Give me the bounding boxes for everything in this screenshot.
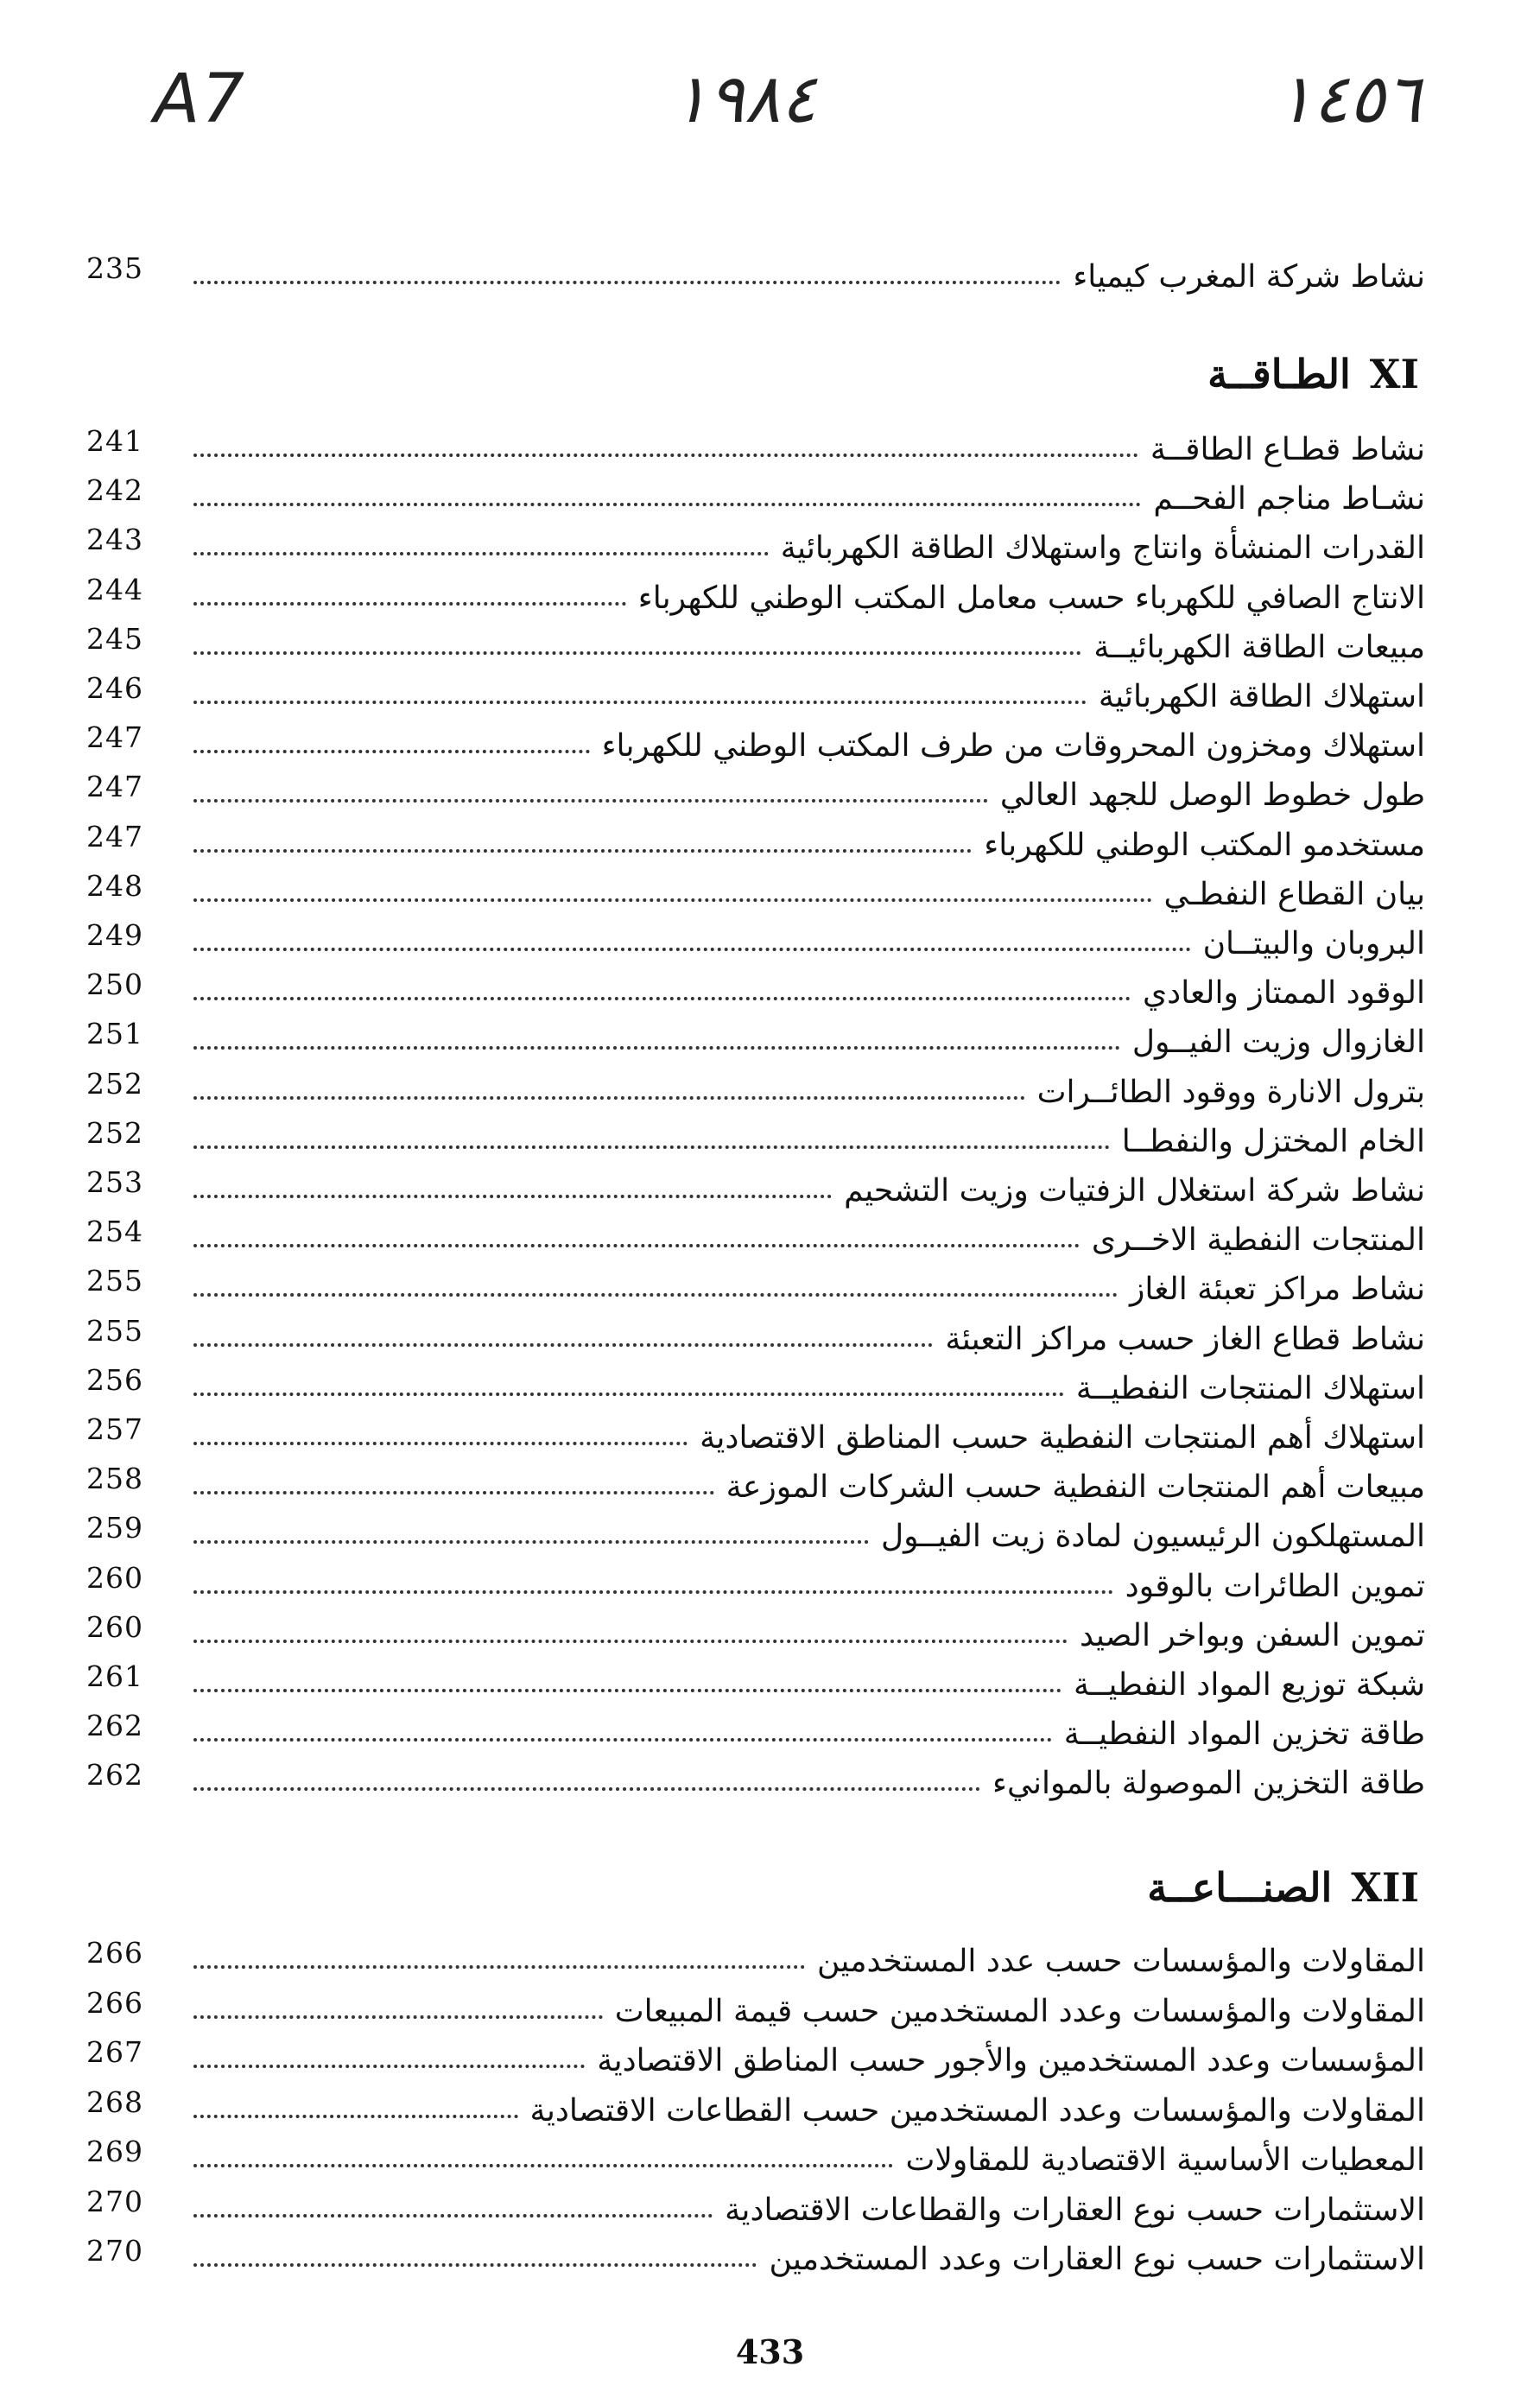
section-title: الطـاقــة: [1207, 351, 1351, 397]
dot-leader: [193, 948, 1191, 951]
section-heading-xi: [1207, 344, 1419, 404]
toc-entry-title: المستهلكون الرئيسيون لمادة زيت الفيــول: [881, 1519, 1425, 1555]
toc-page-number: 247: [86, 720, 143, 755]
section-heading-xii: [1147, 1857, 1419, 1918]
toc-entry-title: استهلاك الطاقة الكهربائية: [1098, 679, 1425, 714]
toc-row: [86, 1931, 1425, 1981]
toc-row: [86, 1556, 1425, 1606]
toc-row: [86, 419, 1425, 469]
toc-row: [86, 2030, 1425, 2080]
toc-entry-title: الغازوال وزيت الفيــول: [1131, 1025, 1425, 1061]
toc-entry-title: بيان القطاع النفطـي: [1163, 876, 1425, 912]
page-number: 433: [735, 2332, 805, 2371]
toc-page-number: 252: [86, 1066, 143, 1101]
toc-entry-title: المعطيات الأساسية الاقتصادية للمقاولات: [905, 2142, 1425, 2178]
toc-row: [86, 568, 1425, 618]
toc-entry-title: مستخدمو المكتب الوطني للكهرباء: [984, 827, 1425, 863]
toc-entry-title: الاستثمارات حسب نوع العقارات والقطاعات الاقتصادية: [725, 2192, 1425, 2228]
toc-page-number: 248: [86, 868, 143, 903]
toc-page-number: 252: [86, 1115, 143, 1150]
toc-row: [86, 2229, 1425, 2279]
toc-entry-title: مبيعات أهم المنتجات النفطية حسب الشركات الموزعة: [726, 1469, 1425, 1506]
toc-entry-title: المقاولات والمؤسسات وعدد المستخدمين حسب قيمة المبيعات: [614, 1993, 1425, 2029]
toc-page-number: 267: [86, 2035, 143, 2069]
toc-page-number: 266: [86, 1936, 143, 1970]
dot-leader: [193, 1590, 1113, 1594]
toc-page-number: 269: [86, 2135, 143, 2168]
dot-leader: [193, 2115, 518, 2118]
dot-leader: [193, 1293, 1118, 1297]
dot-leader: [193, 898, 1152, 902]
toc-page-number: 255: [86, 1313, 143, 1348]
toc-entry-title: نشاط قطاع الغاز حسب مراكز التعبئة: [945, 1321, 1425, 1357]
dot-leader: [193, 2065, 585, 2068]
toc-row: [86, 1981, 1425, 2031]
toc-row: [86, 517, 1425, 568]
toc-entry-title: استهلاك ومخزون المحروقات من طرف المكتب الوطني للكهرباء: [601, 728, 1425, 765]
toc-row: [86, 617, 1425, 667]
dot-leader: [193, 750, 590, 753]
handwritten-code-right: ١٤٥٦: [1277, 60, 1422, 138]
handwritten-code-left: A7: [154, 60, 246, 138]
toc-page-number: 243: [86, 523, 143, 557]
toc-page-number: 244: [86, 572, 143, 606]
toc-page-number: 241: [86, 424, 143, 458]
toc-row: [86, 962, 1425, 1012]
toc-entry-title: طول خطوط الوصل للجهد العالي: [999, 777, 1425, 814]
toc-entry-title: نشاط شركة المغرب كيمياء: [1073, 259, 1425, 295]
dot-leader: [193, 701, 1087, 704]
toc-row-intro: [86, 246, 1425, 296]
toc-page-number: 262: [86, 1758, 143, 1792]
toc-row: [86, 913, 1425, 963]
toc-page-number: 260: [86, 1560, 143, 1595]
dot-leader: [193, 1689, 1062, 1692]
section-title: الصنـــاعــة: [1147, 1864, 1333, 1911]
toc-entry-title: الوقود الممتاز والعادي: [1142, 975, 1425, 1012]
toc-row: [86, 864, 1425, 914]
toc-row: [86, 1259, 1425, 1309]
toc-entry-title: تموين السفن وبواخر الصيد: [1080, 1617, 1425, 1653]
dot-leader: [193, 849, 972, 853]
dot-leader: [193, 1640, 1068, 1643]
toc-entry-title: نشاط قطـاع الطاقــة: [1150, 432, 1425, 467]
handwritten-year: ١٩٨٤: [672, 60, 817, 138]
dot-leader: [193, 799, 988, 803]
dot-leader: [193, 552, 769, 555]
dot-leader: [193, 1343, 933, 1347]
dot-leader: [193, 1145, 1110, 1149]
toc-page-number: 270: [86, 2234, 143, 2268]
toc-row: [86, 715, 1425, 765]
toc-page-number: 262: [86, 1709, 143, 1743]
toc-entry-title: طاقة التخزين الموصولة بالموانيء: [992, 1766, 1425, 1802]
toc-entry-title: الاستثمارات حسب نوع العقارات وعدد المستخدمين: [769, 2242, 1425, 2277]
toc-entry-title: نشاط مراكز تعبئة الغاز: [1130, 1272, 1425, 1308]
toc-row: [86, 1753, 1425, 1803]
toc-row: [86, 1456, 1425, 1507]
dot-leader: [193, 1491, 714, 1494]
toc-entry-title: نشاط شركة استغلال الزفتيات وزيت التشحيم: [844, 1173, 1425, 1209]
dot-leader: [193, 454, 1138, 457]
toc-page-number: 259: [86, 1511, 143, 1545]
toc-entry-title: القدرات المنشأة وانتاج واستهلاك الطاقة الكهربائية: [780, 530, 1425, 567]
toc-row: [86, 2129, 1425, 2179]
dot-leader: [193, 1540, 869, 1544]
dot-leader: [193, 503, 1141, 506]
dot-leader: [193, 2214, 713, 2218]
toc-entry-title: الانتاج الصافي للكهرباء حسب معامل المكتب الوطني للكهرباء: [637, 580, 1425, 616]
toc-page-number: 260: [86, 1609, 143, 1644]
toc-row: [86, 1111, 1425, 1161]
toc-page-number: 251: [86, 1017, 143, 1051]
toc-page-number: 249: [86, 918, 143, 952]
toc-page-number: 253: [86, 1165, 143, 1199]
toc-entry-title: المؤسسات وعدد المستخدمين والأجور حسب المناطق الاقتصادية: [597, 2043, 1425, 2078]
dot-leader: [193, 1393, 1064, 1396]
dot-leader: [193, 2164, 893, 2167]
dot-leader: [193, 997, 1131, 1000]
toc-page-number: 247: [86, 819, 143, 853]
dot-leader: [193, 1442, 688, 1445]
toc-row: [86, 1309, 1425, 1359]
toc-row: [86, 1358, 1425, 1408]
dot-leader: [193, 281, 1061, 284]
toc-entry-title: المقاولات والمؤسسات حسب عدد المستخدمين: [816, 1944, 1425, 1979]
dot-leader: [193, 1244, 1080, 1247]
toc-page-number: 254: [86, 1215, 143, 1249]
toc-page-number: 257: [86, 1412, 143, 1446]
toc-row: [86, 815, 1425, 865]
dot-leader: [193, 2263, 757, 2267]
toc-entry-title: طاقة تخزين المواد النفطيــة: [1063, 1716, 1425, 1753]
toc-page-number: 246: [86, 671, 143, 705]
toc-entry-title: تموين الطائرات بالوقود: [1125, 1568, 1425, 1604]
dot-leader: [193, 1965, 805, 1969]
toc-page-number: 268: [86, 2084, 143, 2119]
toc-entry-title: الخام المختزل والنفطــا: [1121, 1123, 1425, 1159]
dot-leader: [193, 1046, 1120, 1050]
toc-page-number: 250: [86, 968, 143, 1002]
section-numeral: XII: [1351, 1864, 1419, 1911]
toc-row: [86, 1605, 1425, 1655]
toc-row: [86, 2179, 1425, 2230]
toc-entry-title: نشـاط مناجم الفحــم: [1153, 481, 1425, 517]
toc-entry-title: استهلاك أهم المنتجات النفطية حسب المناطق الاقتصادية: [700, 1420, 1425, 1456]
toc-row: [86, 765, 1425, 815]
dot-leader: [193, 2015, 603, 2019]
toc-row: [86, 1062, 1425, 1112]
toc-entry-title: مبيعات الطاقة الكهربائيــة: [1093, 629, 1425, 665]
dot-leader: [193, 651, 1081, 655]
toc-row: [86, 1160, 1425, 1210]
dot-leader: [193, 1738, 1052, 1742]
toc-row: [86, 2080, 1425, 2130]
toc-entry-title: بترول الانارة ووقود الطائــرات: [1036, 1074, 1425, 1110]
toc-row: [86, 666, 1425, 716]
toc-page-number: 256: [86, 1362, 143, 1397]
toc-row: [86, 1704, 1425, 1754]
toc-row: [86, 1209, 1425, 1259]
dot-leader: [193, 1096, 1025, 1100]
toc-page-number: 242: [86, 473, 143, 508]
dot-leader: [193, 602, 626, 606]
toc-row: [86, 1407, 1425, 1457]
toc-entry-title: المقاولات والمؤسسات وعدد المستخدمين حسب القطاعات الاقتصادية: [529, 2092, 1425, 2129]
dot-leader: [193, 1787, 980, 1791]
toc-page-number: 235: [86, 251, 143, 285]
toc-page-number: 245: [86, 621, 143, 656]
section-numeral: XI: [1369, 351, 1419, 397]
toc-row: [86, 1654, 1425, 1704]
toc-page-number: 258: [86, 1462, 143, 1496]
toc-entry-title: شبكة توزيع المواد النفطيــة: [1074, 1667, 1425, 1703]
toc-entry-title: المنتجات النفطية الاخــرى: [1091, 1222, 1425, 1259]
toc-entry-title: استهلاك المنتجات النفطيــة: [1075, 1370, 1425, 1406]
toc-row: [86, 468, 1425, 518]
toc-row: [86, 1506, 1425, 1556]
toc-row: [86, 1012, 1425, 1062]
toc-page-number: 270: [86, 2184, 143, 2218]
toc-entry-title: البروبان والبيتــان: [1202, 926, 1425, 961]
toc-page-number: 261: [86, 1659, 143, 1693]
toc-page-number: 247: [86, 770, 143, 804]
dot-leader: [193, 1195, 832, 1198]
toc-page-number: 255: [86, 1264, 143, 1298]
toc-page-number: 266: [86, 1985, 143, 2020]
